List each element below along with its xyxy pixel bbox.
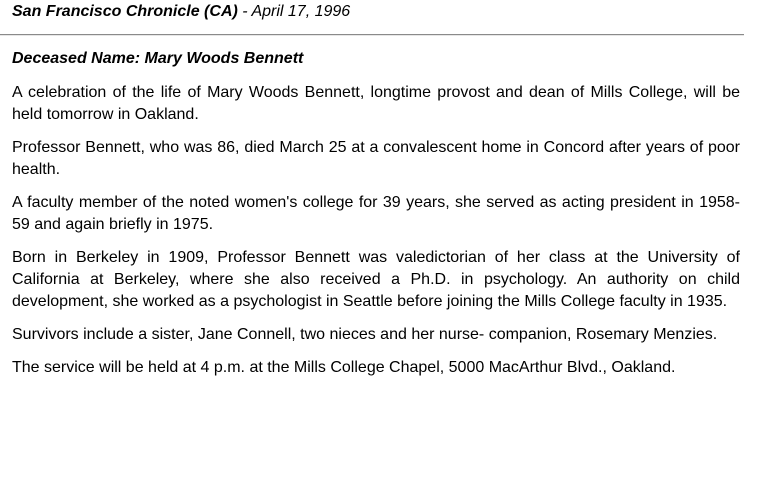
paragraph-celebration: A celebration of the life of Mary Woods Bennett, longtime provost and dean of Mills College, will be held tomorrow in Oakland. <box>12 84 740 123</box>
source-line <box>12 2 350 22</box>
paragraph-survivors: Survivors include a sister, Jane Connell, two nieces and her nurse- companion, Rosemary Menzies. <box>12 326 718 343</box>
header-divider <box>0 34 744 36</box>
obituary-article <box>12 48 740 390</box>
publication-date: April 17, 1996 <box>251 3 351 20</box>
paragraph-faculty: A faculty member of the noted women's college for 39 years, she served as acting president in 1958- 59 and again briefly in 1975. <box>12 194 740 233</box>
source-separator: - <box>237 3 252 20</box>
paragraph-biography: Born in Berkeley in 1909, Professor Bennett was valedictorian of her class at the University of California at Berkeley, where she also received a Ph.D. in psychology. An authority on child development, she worked as a psychologist in Seattle before joining the Mills College faculty in 1935. <box>12 249 740 310</box>
paragraph-service: The service will be held at 4 p.m. at the Mills College Chapel, 5000 MacArthur Blvd., Oakland. <box>12 359 676 376</box>
paragraph-death: Professor Bennett, who was 86, died March 25 at a convalescent home in Concord after years of poor health. <box>12 139 740 178</box>
newspaper-name: San Francisco Chronicle (CA) <box>12 3 238 20</box>
deceased-name: Deceased Name: Mary Woods Bennett <box>12 50 304 67</box>
